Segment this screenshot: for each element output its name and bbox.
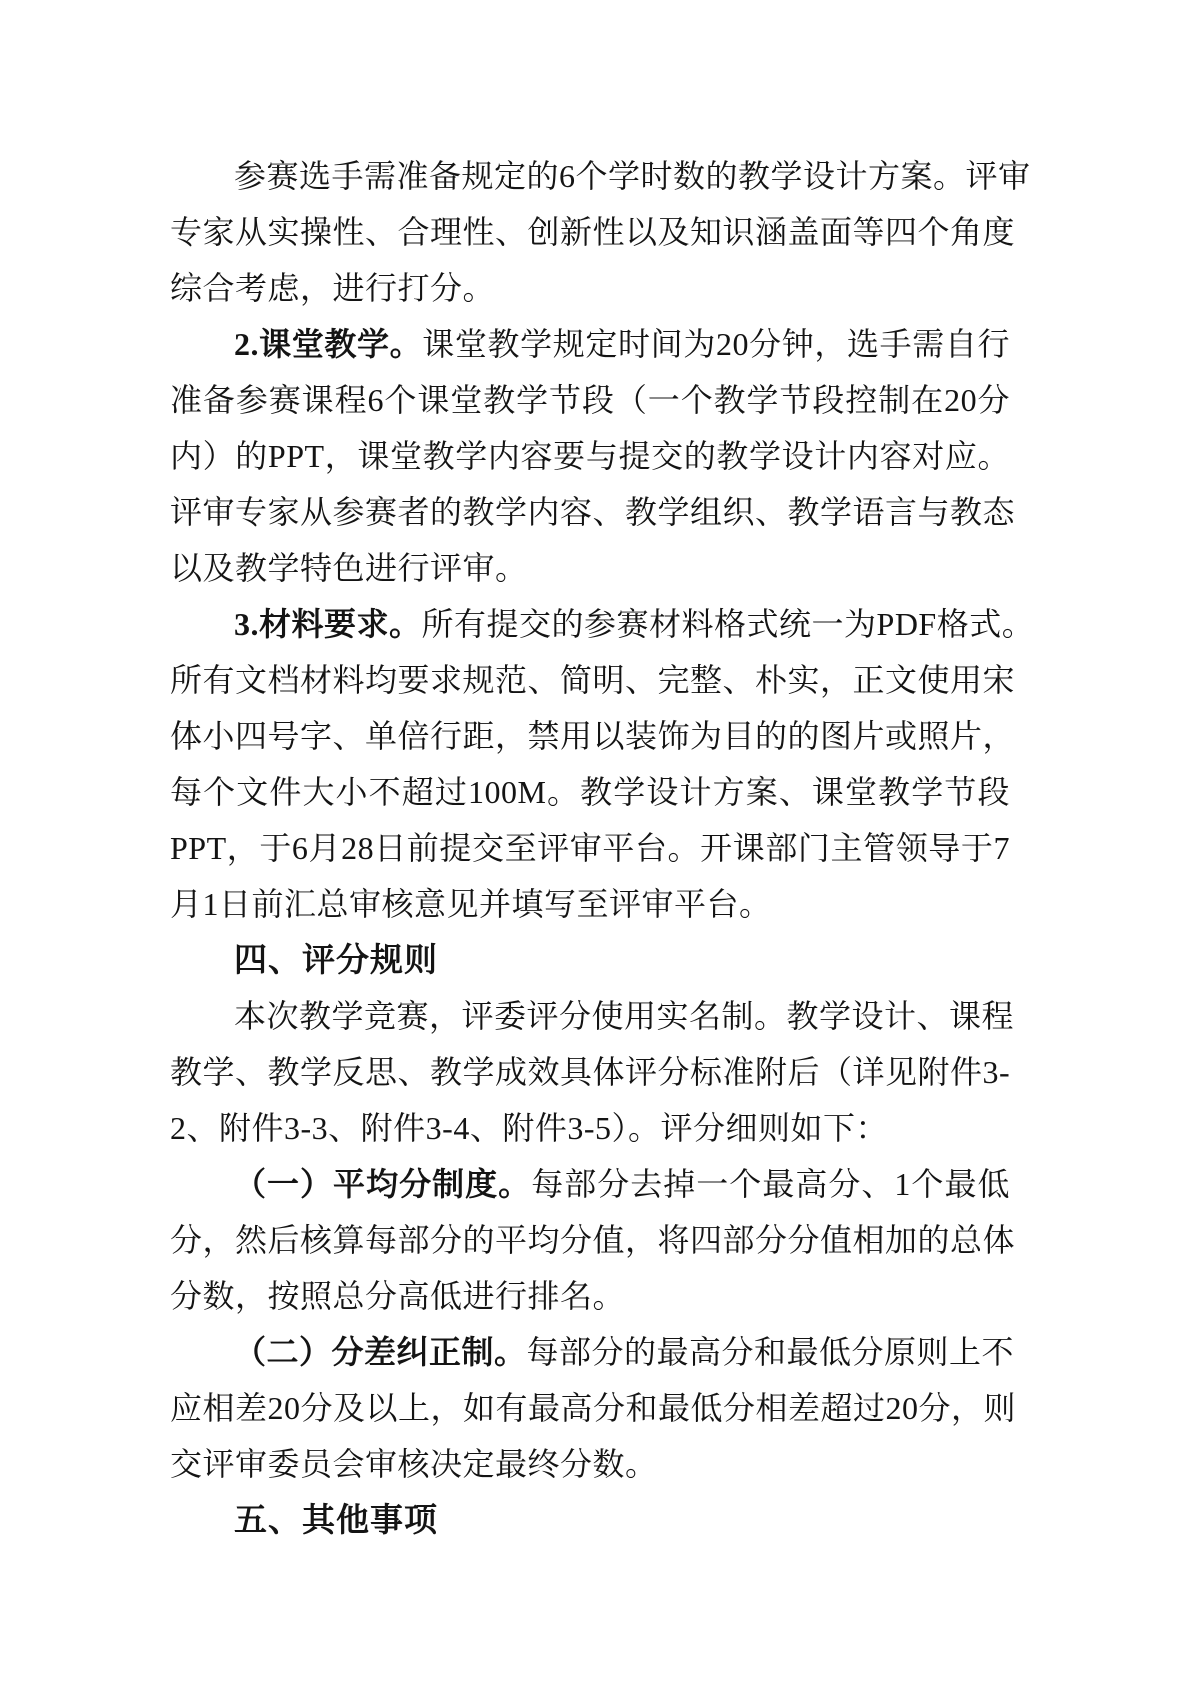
line-text: 所有提交的参赛材料格式统一为PDF格式。 (421, 606, 1035, 642)
text-line (170, 596, 1035, 652)
text-line (170, 428, 1010, 484)
text-line (170, 652, 1016, 708)
line-text: 月1日前汇总审核意见并填写至评审平台。 (170, 886, 772, 922)
text-line (170, 1324, 1015, 1380)
section-heading-other-matters (170, 1492, 1010, 1548)
bold-run: 2.课堂教学。 (234, 326, 423, 362)
text-line (170, 876, 1010, 932)
line-text: 内）的PPT，课堂教学内容要与提交的教学设计内容对应。 (170, 438, 1010, 474)
text-line (170, 148, 1031, 204)
line-text: 每部分的最高分和最低分原则上不 (526, 1334, 1015, 1370)
line-text: 课堂教学规定时间为20分钟，选手需自行 (422, 326, 1010, 362)
line-text: 以及教学特色进行评审。 (170, 550, 528, 586)
text-line (170, 1436, 1010, 1492)
line-text: 每个文件大小不超过100M。教学设计方案、课堂教学节段 (170, 774, 1010, 810)
line-text: 教学、教学反思、教学成效具体评分标准附后（详见附件3- (170, 1054, 1011, 1090)
text-line (170, 1380, 1017, 1436)
line-text: 每部分去掉一个最高分、1个最低 (531, 1166, 1010, 1202)
line-text: 本次教学竞赛，评委评分使用实名制。教学设计、课程 (234, 998, 1015, 1034)
text-line (170, 708, 1016, 764)
text-line (170, 1212, 1016, 1268)
text-line (170, 1268, 1010, 1324)
line-text: 评审专家从参赛者的教学内容、教学组织、教学语言与教态 (170, 494, 1016, 530)
line-text: 应相差20分及以上，如有最高分和最低分相差超过20分，则 (170, 1390, 1017, 1426)
section-heading-scoring-rules (170, 932, 1010, 988)
text-line (170, 316, 1010, 372)
line-text: 体小四号字、单倍行距，禁用以装饰为目的的图片或照片， (170, 718, 1016, 754)
heading-text: 五、其他事项 (234, 1501, 438, 1538)
text-line (170, 540, 1010, 596)
line-text: 专家从实操性、合理性、创新性以及知识涵盖面等四个角度 (170, 214, 1016, 250)
line-text: 2、附件3-3、附件3-4、附件3-5）。评分细则如下： (170, 1110, 888, 1146)
bold-run: 3.材料要求。 (234, 606, 422, 642)
line-text: 交评审委员会审核决定最终分数。 (170, 1446, 658, 1482)
text-line (170, 1100, 1010, 1156)
line-text: 所有文档材料均要求规范、简明、完整、朴实，正文使用宋 (170, 662, 1016, 698)
text-line (170, 260, 1010, 316)
text-line (170, 1044, 1010, 1100)
text-line (170, 1156, 1010, 1212)
text-line (170, 372, 1010, 428)
text-line (170, 484, 1016, 540)
text-line (170, 820, 1010, 876)
line-text: PPT，于6月28日前提交至评审平台。开课部门主管领导于7 (170, 830, 1010, 866)
document-page (170, 148, 1035, 1548)
bold-run: （一）平均分制度。 (234, 1166, 532, 1202)
text-line (170, 988, 1015, 1044)
line-text: 综合考虑，进行打分。 (170, 270, 496, 306)
text-line (170, 204, 1016, 260)
heading-text: 四、评分规则 (234, 941, 438, 978)
bold-run: （二）分差纠正制。 (234, 1334, 527, 1370)
line-text: 分数，按照总分高低进行排名。 (170, 1278, 626, 1314)
line-text: 准备参赛课程6个课堂教学节段（一个教学节段控制在20分 (170, 382, 1010, 418)
line-text: 参赛选手需准备规定的6个学时数的教学设计方案。评审 (234, 158, 1031, 194)
line-text: 分，然后核算每部分的平均分值，将四部分分值相加的总体 (170, 1222, 1016, 1258)
text-line (170, 764, 1010, 820)
